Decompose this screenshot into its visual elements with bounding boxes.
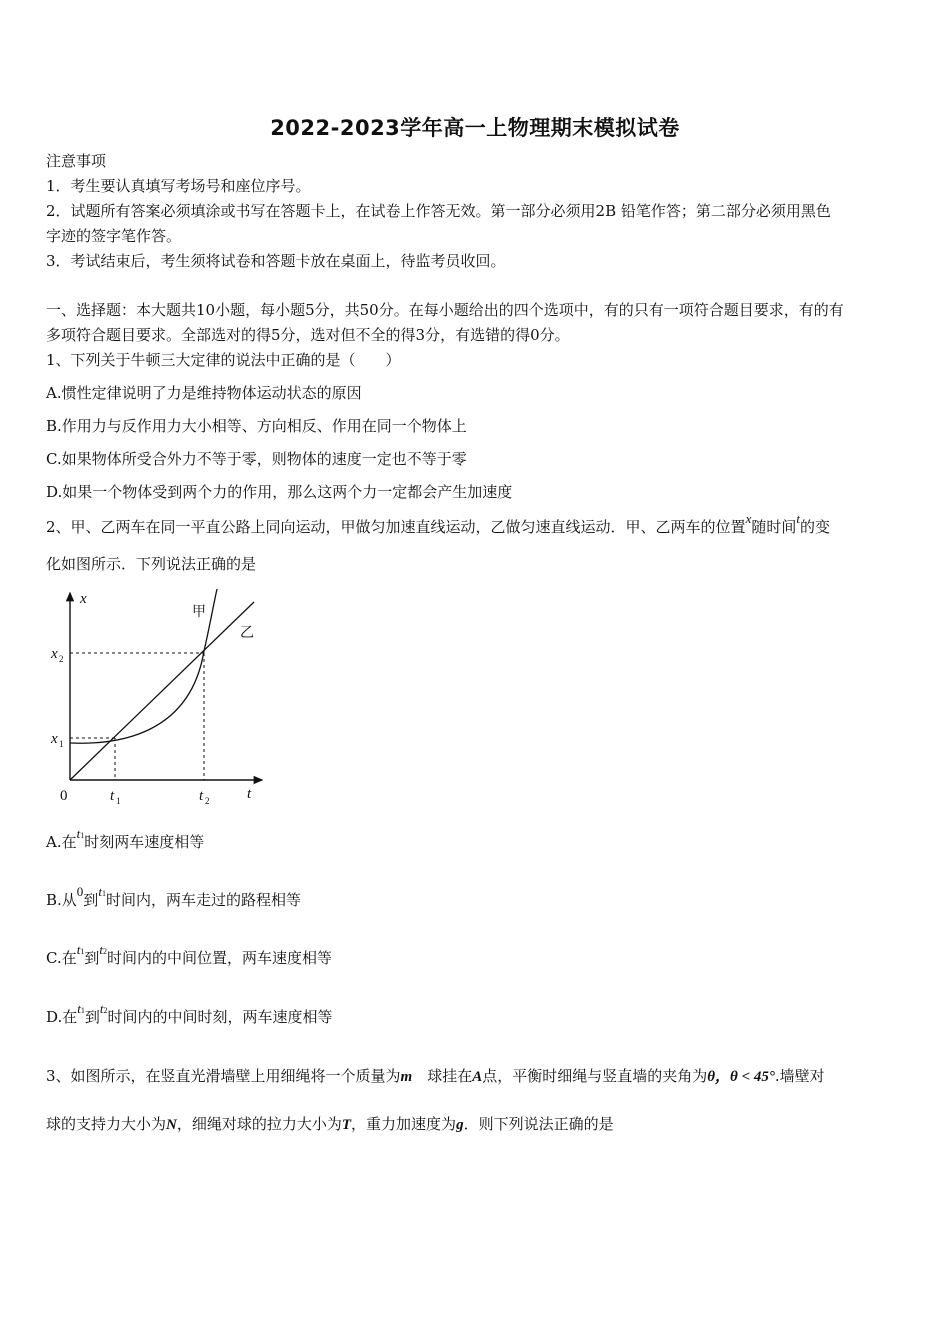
page-title: 2022-2023学年高一上物理期末模拟试卷: [270, 116, 680, 140]
opt-b-pre: B.从: [46, 891, 77, 909]
opt-b-zero: 0: [76, 884, 84, 899]
opt-c-t2-var: t: [99, 942, 103, 957]
opt-c-t1-sub: 1: [80, 947, 85, 956]
tick-x2-sub: 2: [59, 654, 64, 664]
question-2-option-d: [46, 1001, 908, 1031]
axis-label-t: t: [247, 786, 252, 802]
tick-t1-sub: 1: [116, 796, 121, 806]
origin-label: 0: [60, 788, 68, 804]
opt-a-t1: [77, 826, 85, 841]
opt-b-t-sub: 1: [101, 889, 106, 898]
var-x: x: [745, 511, 752, 526]
q3-var-m: m: [400, 1069, 413, 1085]
q3-var-g: g: [456, 1117, 464, 1133]
opt-d-t2-var: t: [99, 1001, 104, 1016]
section-intro-line-2: 多项符合题目要求。全部选对的得5分，选对但不全的得3分，有选错的得0分。: [46, 326, 570, 344]
question-2-option-b: [46, 884, 908, 914]
tick-t2-sub: 2: [205, 796, 210, 806]
opt-c-t2: [99, 942, 107, 957]
var-t: t: [796, 511, 800, 526]
label-jia: 甲: [192, 604, 206, 620]
opt-b-mid: 到: [83, 891, 99, 909]
tick-x1: x: [51, 731, 58, 747]
q3-line2-c: ，重力加速度为: [351, 1115, 457, 1133]
opt-d-pre: D.在: [46, 1008, 78, 1026]
q3-line2-d: ．则下列说法正确的是: [463, 1115, 614, 1133]
notice-item-2: 2．试题所有答案必须填涂或书写在答题卡上，在试卷上作答无效。第一部分必须用2B 铅笔作答；第二部分必须用黑色: [46, 202, 831, 220]
q3-var-a: A: [472, 1069, 483, 1085]
opt-c-mid: 到: [84, 949, 100, 967]
question-2-stem-line-2: 化如图所示．下列说法正确的是: [46, 555, 257, 573]
notice-item-1: 1．考生要认真填写考场号和座位序号。: [46, 177, 311, 195]
opt-d-t2-sub: 2: [103, 1006, 108, 1015]
opt-b-post: 时间内，两车走过的路程相等: [105, 891, 301, 909]
opt-a-pre: A.在: [46, 833, 77, 851]
question-2-stem-part-c: 的变: [799, 518, 830, 536]
tick-x2: x: [51, 646, 58, 662]
label-yi: 乙: [240, 625, 254, 641]
opt-c-t1: [77, 942, 85, 957]
opt-d-t1-sub: 1: [80, 1006, 85, 1015]
line-yi: [70, 602, 254, 780]
opt-b-t1: [98, 884, 106, 899]
opt-d-t2: [100, 1001, 108, 1016]
question-1-option-d: D.如果一个物体受到两个力的作用，那么这两个力一定都会产生加速度: [46, 483, 513, 501]
question-2-stem: [46, 511, 908, 539]
axis-label-x: x: [80, 591, 87, 607]
question-3-stem: [46, 1065, 908, 1088]
question-1-option-c: C.如果物体所受合外力不等于零，则物体的速度一定也不等于零: [46, 450, 467, 468]
opt-a-post: 时刻两车速度相等: [84, 833, 205, 851]
opt-a-t: t: [76, 826, 81, 841]
opt-d-post: 时间内的中间时刻，两车速度相等: [107, 1008, 333, 1026]
opt-c-t2-sub: 2: [102, 947, 107, 956]
opt-d-t1-var: t: [77, 1001, 81, 1016]
question-1-option-a: A.惯性定律说明了力是维持物体运动状态的原因: [46, 384, 362, 402]
q3-line2-b: ，细绳对球的拉力大小为: [176, 1115, 342, 1133]
notice-heading: 注意事项: [46, 152, 107, 170]
question-2-option-c: [46, 942, 908, 972]
question-2-stem-part-b: 随时间: [751, 518, 797, 536]
q3-line2-a: 球的支持力大小为: [46, 1115, 167, 1133]
q3-part-4: .墙壁对: [774, 1067, 825, 1085]
opt-c-t1-var: t: [76, 942, 81, 957]
tick-t1: t: [110, 788, 115, 804]
opt-c-post: 时间内的中间位置，两车速度相等: [106, 949, 332, 967]
q3-var-n: N: [166, 1117, 177, 1133]
opt-a-t-sub: 1: [80, 831, 85, 840]
question-2-option-a: [46, 826, 908, 856]
tick-x1-sub: 1: [59, 739, 64, 749]
question-2-stem-part-a: 2、甲、乙两车在同一平直公路上同向运动，甲做匀加速直线运动，乙做匀速直线运动．甲、乙两车的位置: [46, 518, 746, 536]
opt-b-t: t: [98, 884, 102, 899]
question-1-stem: 1、下列关于牛顿三大定律的说法中正确的是（ ）: [46, 351, 401, 369]
notice-item-2-cont: 字迹的签字笔作答。: [46, 227, 182, 245]
question-3-stem-line-2: [46, 1113, 908, 1136]
q3-var-t: T: [341, 1117, 352, 1133]
opt-d-mid: 到: [84, 1008, 100, 1026]
q3-var-theta: θ，θ < 45°: [707, 1069, 775, 1085]
section-intro-line-1: 一、选择题：本大题共10小题，每小题5分，共50分。在每小题给出的四个选项中，有的只有一项符合题目要求，有的有: [46, 301, 844, 319]
tick-t2: t: [199, 788, 204, 804]
question-1-option-b: B.作用力与反作用力大小相等、方向相反、作用在同一个物体上: [46, 417, 467, 435]
q3-part-2: 球挂在: [412, 1067, 473, 1085]
opt-d-t1: [77, 1001, 85, 1016]
opt-c-pre: C.在: [46, 949, 77, 967]
notice-item-3: 3．考试结束后，考生须将试卷和答题卡放在桌面上，待监考员收回。: [46, 252, 506, 270]
position-time-graph: [40, 585, 270, 810]
q3-part-1: 3、如图所示，在竖直光滑墙壁上用细绳将一个质量为: [46, 1067, 401, 1085]
q3-part-3: 点，平衡时细绳与竖直墙的夹角为: [482, 1067, 708, 1085]
